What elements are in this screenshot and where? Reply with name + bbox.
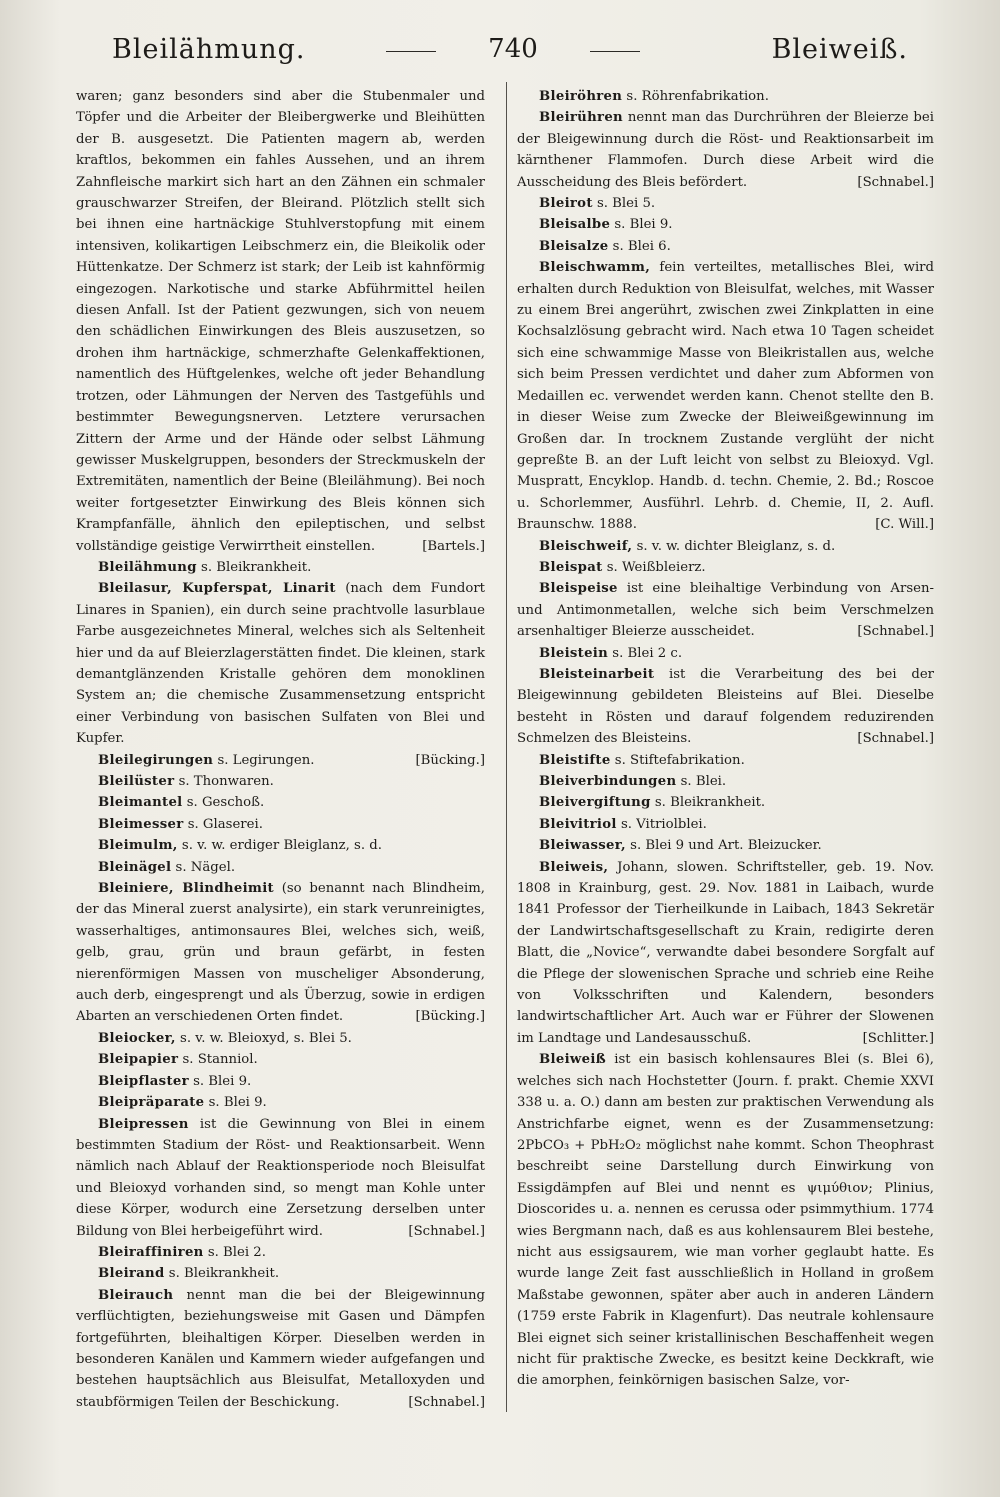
author-signature: [Schnabel.] — [408, 1223, 485, 1239]
entry-text: s. Blei 9. — [188, 1073, 252, 1089]
entry-headword: Bleivergiftung — [539, 795, 651, 811]
entry-text: s. Bleikrankheit. — [196, 559, 312, 575]
dictionary-entry — [76, 1285, 485, 1413]
dictionary-entry — [76, 1049, 485, 1070]
dictionary-entry — [76, 1242, 485, 1263]
entry-headword: Bleirühren — [539, 110, 623, 126]
author-signature: [C. Will.] — [875, 517, 934, 533]
dictionary-entry — [517, 193, 934, 214]
entry-headword: Bleimantel — [98, 795, 183, 811]
entry-text: s. Blei. — [676, 774, 727, 789]
entry-headword: Bleiverbindungen — [539, 774, 677, 789]
entry-headword: Bleipapier — [98, 1052, 179, 1068]
dictionary-entry — [76, 1114, 485, 1242]
header-right-keyword: Bleiweiß. — [771, 34, 908, 65]
entry-text: s. Geschoß. — [182, 795, 265, 811]
entry-headword: Bleiwasser, — [539, 838, 626, 854]
entry-text: s. Blei 9. — [204, 1095, 267, 1111]
entry-headword: Bleistifte — [539, 752, 611, 768]
dictionary-entry — [76, 771, 485, 792]
dictionary-entry — [517, 578, 934, 642]
entry-headword: Bleipressen — [98, 1116, 189, 1132]
entry-headword: Bleipflaster — [98, 1073, 189, 1089]
dictionary-entry — [76, 557, 485, 578]
dictionary-entry — [517, 86, 934, 107]
header-left-keyword: Bleilähmung. — [112, 34, 306, 65]
entry-text: s. v. w. Bleioxyd, s. Blei 5. — [175, 1030, 352, 1046]
right-column — [517, 86, 934, 1392]
page-header — [112, 34, 908, 78]
dictionary-entry — [76, 857, 485, 878]
entry-headword: Bleilüster — [98, 774, 175, 789]
entry-headword: Bleimesser — [98, 816, 184, 832]
entry-text: s. Weißbleierz. — [602, 559, 706, 575]
dictionary-entry — [517, 771, 934, 792]
dictionary-entry — [76, 86, 485, 557]
dictionary-entry — [517, 835, 934, 856]
entry-text: s. Stanniol. — [178, 1052, 258, 1068]
entry-text: s. Thonwaren. — [174, 774, 274, 789]
entry-headword: Bleilasur, Kupferspat, Linarit — [98, 581, 336, 597]
author-signature: [Schnabel.] — [857, 624, 934, 640]
entry-text: s. Bleikrankheit. — [650, 795, 766, 811]
entry-text: s. Blei 2. — [203, 1244, 266, 1260]
entry-headword: Bleirot — [539, 196, 593, 212]
dictionary-entry — [76, 1092, 485, 1113]
entry-headword: Bleispeise — [539, 581, 618, 597]
entry-headword: Bleilähmung — [98, 559, 197, 575]
entry-text: s. Blei 5. — [592, 196, 656, 212]
entry-text: s. Glaserei. — [183, 816, 263, 832]
entry-text: nennt man das Durchrühren der Bleierze bei der Bleigewinnung durch die Röst- und Reaktionsarbeit im kärnthener Flammofen. Durch diese Arbeit wird die Ausscheidung des Bleis befördert. — [517, 110, 934, 190]
dictionary-entry — [517, 792, 934, 813]
author-signature: [Schnabel.] — [857, 731, 934, 747]
entry-headword: Bleiröhren — [539, 89, 623, 104]
entry-headword: Bleischweif, — [539, 538, 633, 554]
entry-headword: Bleiraffiniren — [98, 1244, 204, 1260]
entry-headword: Bleisalze — [539, 238, 609, 254]
entry-text: ist ein basisch kohlensaures Blei (s. Blei 6), welches sich nach Hochstetter (Journ. f. prakt. Chemie XXVI 338 u. a. O.) dann am besten zur praktischen Verwendung als Anstrichfarbe eignet, wenn es der Zusammensetzung: 2PbCO₃ + PbH₂O₂ möglichst nahe kommt. Schon Theophrast beschreibt seine Darstellung durch Einwirkung von Essigdämpfen auf Blei und nennt es ψιμύθιον; Plinius, Dioscorides u. a. nennen es cerussa oder psimmythium. 1774 wies Bergmann nach, daß es aus kohlensaurem Blei bestehe, nicht aus essigsaurem, wie man vorher geglaubt hatte. Es wurde lange Zeit fast ausschließlich in Holland in großem Maßstabe gewonnen, später aber auch in anderen Ländern (1759 erste Fabrik in Klagenfurt). Das neutrale kohlensaure Blei eignet sich seiner kristallinischen Beschaffenheit wegen nicht für praktische Zwecke, es besitzt keine Deckkraft, wie die amorphen, feinkörnigen basischen Salze, vor- — [517, 1052, 934, 1389]
dictionary-entry — [76, 750, 485, 771]
entry-text: (so benannt nach Blindheim, der das Mineral zuerst analysirte), ein stark verunreinigtes, wasserhaltiges, antimonsaures Blei, welches sich, weiß, gelb, grau, grün und braun gefärbt, in festen nierenförmigen Massen von muscheliger Absonderung, auch derb, eingesprengt und als Überzug, sowie in erdigen Abarten an verschiedenen Orten findet. — [76, 881, 485, 1025]
dictionary-entry — [517, 536, 934, 557]
entry-text: s. Vitriolblei. — [616, 816, 707, 832]
column-divider — [506, 82, 507, 1412]
author-signature: [Bücking.] — [415, 1009, 485, 1025]
entry-text: (nach dem Fundort Linares in Spanien), ein durch seine prachtvolle lasurblaue Farbe ausgezeichnetes Mineral, welches sich als Seltenheit hier und da auf Bleierzlagerstätten findet. Die kleinen, stark demantglänzenden Kristalle gehören dem monoklinen System an; die chemische Zusammensetzung entspricht einer Verbindung von basischen Sulfaten von Blei und Kupfer. — [76, 581, 485, 747]
entry-headword: Bleirand — [98, 1266, 165, 1282]
entry-text: s. Blei 2 c. — [608, 645, 683, 661]
author-signature: [Bücking.] — [415, 752, 485, 768]
entry-text: s. Bleikrankheit. — [164, 1266, 280, 1282]
entry-text: Johann, slowen. Schriftsteller, geb. 19. Nov. 1808 in Krainburg, gest. 29. Nov. 1881 in Laibach, wurde 1841 Professor der Tierheilkunde in Laibach, 1843 Sekretär der Landwirtschaftsgesellschaft zu Krain, redigirte deren Blatt, die „Novice“, verwandte dabei besondere Sorgfalt auf die Pflege der slowenischen Sprache und schrieb eine Reihe von Volksschriften und Kalendern, besonders landwirtschaftlicher Art. Auch war er Führer der Slowenen im Landtage und Landesausschuß. — [517, 859, 934, 1046]
entry-headword: Bleivitriol — [539, 816, 617, 832]
dictionary-entry — [76, 1263, 485, 1284]
dictionary-entry — [517, 557, 934, 578]
dictionary-entry — [517, 857, 934, 1050]
dictionary-entry — [517, 643, 934, 664]
entry-headword: Bleisalbe — [539, 217, 611, 233]
entry-text: ist die Verarbeitung des bei der Bleigewinnung gebildeten Bleisteins auf Blei. Dieselbe besteht in Rösten und darauf folgendem reduzirenden Schmelzen des Bleisteins. — [517, 666, 934, 747]
dictionary-entry — [76, 878, 485, 1028]
left-column — [76, 86, 485, 1413]
entry-headword: Bleipräparate — [98, 1095, 205, 1111]
author-signature: [Schlitter.] — [862, 1030, 934, 1046]
entry-headword: Bleinägel — [98, 859, 172, 875]
entry-text: s. Legirungen. — [213, 752, 315, 768]
entry-headword: Bleistein — [539, 645, 609, 661]
page-number: 740 — [448, 34, 578, 64]
dictionary-entry — [517, 814, 934, 835]
entry-text: s. Nägel. — [171, 859, 236, 875]
dictionary-entry — [76, 1071, 485, 1092]
dictionary-entry — [517, 664, 934, 750]
entry-text: fein verteiltes, metallisches Blei, wird erhalten durch Reduktion von Bleisulfat, welches, mit Wasser zu einem Brei angerührt, zwischen zwei Zinkplatten in eine Kochsalzlösung gebracht wird. Nach etwa 10 Tagen scheidet sich eine schwammige Masse von Bleikristallen aus, welche sich beim Pressen verdichtet und daher zum Abformen von Medaillen ec. verwendet werden kann. Chenot stellte den B. in dieser Weise zum Zwecke der Bleiweißgewinnung im Großen dar. In trocknem Zustande verglüht der nicht gepreßte B. an der Luft leicht von selbst zu Bleioxyd. Vgl. Muspratt, Encyklop. Handb. d. techn. Chemie, 2. Bd.; Roscoe u. Schorlemmer, Ausführl. Lehrb. d. Chemie, II, 2. Aufl. Braunschw. 1888. — [517, 260, 934, 533]
dictionary-entry — [517, 1049, 934, 1392]
dictionary-entry — [76, 578, 485, 749]
dictionary-entry — [76, 835, 485, 856]
entry-headword: Bleiweiß — [539, 1052, 607, 1068]
entry-headword: Bleisteinarbeit — [539, 666, 655, 682]
author-signature: [Schnabel.] — [857, 174, 934, 190]
entry-headword: Bleiocker, — [98, 1030, 176, 1046]
entry-headword: Bleiniere, Blindheimit — [98, 881, 274, 897]
dictionary-entry — [517, 236, 934, 257]
dictionary-entry — [76, 1028, 485, 1049]
dictionary-entry — [517, 214, 934, 235]
entry-text: s. v. w. dichter Bleiglanz, s. d. — [632, 538, 836, 554]
entry-text: s. v. w. erdiger Bleiglanz, s. d. — [177, 838, 382, 854]
entry-text: waren; ganz besonders sind aber die Stubenmaler und Töpfer und die Arbeiter der Bleibergwerke und Bleihütten der B. ausgesetzt. Die Patienten magern ab, werden kraftlos, bekommen ein fahles Aussehen, und an ihrem Zahnfleische markirt sich hart an den Zähnen ein schmaler grauschwarzer Streifen, der Bleirand. Plötzlich stellt sich bei ihnen eine hartnäckige Stuhlverstopfung mit einem intensiven, kolikartigen Leibschmerz ein, die Bleikolik oder Hüttenkatze. Der Schmerz ist stark; der Leib ist kahnförmig eingezogen. Narkotische und starke Abführmittel heilen diesen Anfall. Ist der Patient gezwungen, sich von neuem den schädlichen Einwirkungen des Bleis auszusetzen, so drohen ihm hartnäckige, schmerzhafte Gelenkaffektionen, namentlich des Hüftgelenkes, welche oft jeder Behandlung trotzen, oder Lähmungen der Nerven des Tastgefühls und bestimmter Bewegungsnerven. Letztere verursachen Zittern der Arme und der Hände oder selbst Lähmung gewisser Muskelgruppen, besonders der Streckmuskeln der Extremitäten, namentlich der Beine (Bleilähmung). Bei noch weiter fortgesetzter Einwirkung des Bleis können sich Krampfanfälle, ähnlich den epileptischen, und selbst vollständige geistige Verwirrtheit einstellen. — [76, 89, 485, 554]
entry-headword: Bleilegirungen — [98, 752, 214, 768]
entry-headword: Bleiweis, — [539, 859, 609, 875]
entry-headword: Bleispat — [539, 559, 603, 575]
entry-text: s. Stiftefabrikation. — [610, 752, 745, 768]
entry-text: nennt man die bei der Bleigewinnung verflüchtigten, beziehungsweise mit Gasen und Dämpfen fortgeführten, bleihaltigen Körper. Dieselben werden in besonderen Kanälen und Kammern wieder aufgefangen und bestehen hauptsächlich aus Bleisulfat, Metalloxyden und staubförmigen Teilen der Beschickung. — [76, 1287, 485, 1410]
entry-text: s. Blei 6. — [608, 238, 671, 254]
entry-text: s. Blei 9 und Art. Bleizucker. — [625, 838, 822, 854]
dictionary-entry — [517, 750, 934, 771]
entry-text: ist die Gewinnung von Blei in einem bestimmten Stadium der Röst- und Reaktionsarbeit. Wenn nämlich nach Ablauf der Reaktionsperiode noch Bleisulfat und Bleioxyd vorhanden sind, so mengt man Kohle unter diese Körper, wodurch eine Zersetzung derselben unter Bildung von Blei herbeigeführt wird. — [76, 1116, 485, 1239]
entry-headword: Bleimulm, — [98, 838, 178, 854]
dictionary-entry — [517, 257, 934, 535]
entry-text: ist eine bleihaltige Verbindung von Arsen- und Antimonmetallen, welche sich beim Verschmelzen arsenhaltiger Bleierze ausscheidet. — [517, 581, 934, 640]
entry-text: s. Blei 9. — [610, 217, 673, 233]
entry-headword: Bleischwamm, — [539, 260, 651, 276]
author-signature: [Schnabel.] — [408, 1394, 485, 1410]
dictionary-entry — [517, 107, 934, 193]
entry-headword: Bleirauch — [98, 1287, 174, 1303]
dictionary-entry — [76, 792, 485, 813]
dictionary-entry — [76, 814, 485, 835]
author-signature: [Bartels.] — [422, 538, 485, 554]
entry-text: s. Röhrenfabrikation. — [622, 89, 769, 104]
